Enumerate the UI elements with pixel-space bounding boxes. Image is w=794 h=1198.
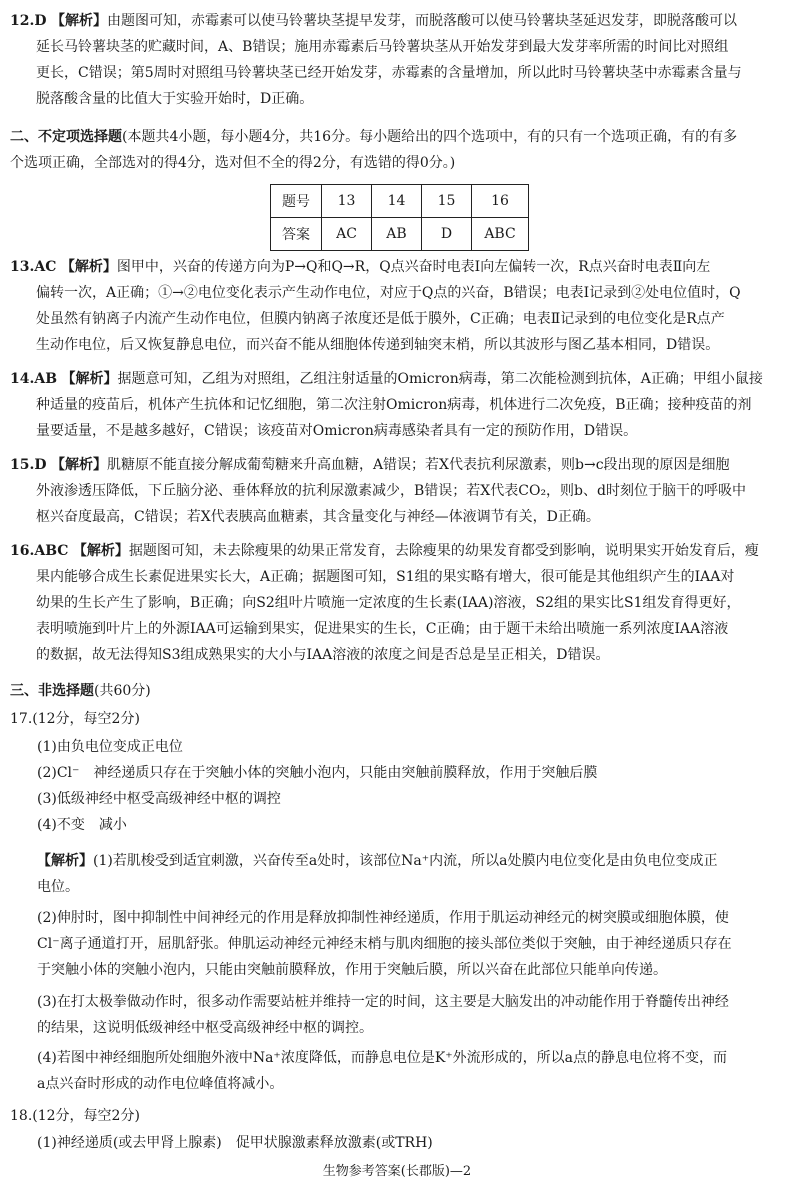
q17-answer-1: (1)由负电位变成正电位 (37, 739, 183, 755)
q14-line-2: 种适量的疫苗后，机体产生抗体和记忆细胞，第二次注射Omicron病毒，机体进行二次免疫，B正确；接种疫苗的剂 (36, 397, 752, 413)
q16-line-4: 表明喷施到叶片上的外源IAA可运输到果实，促进果实的生长，C正确；由于题干未给出喷施一系列浓度IAA溶液 (36, 621, 729, 637)
q12-text: 由题图可知，赤霉素可以使马铃薯块茎提早发芽，而脱落酸可以使马铃薯块茎延迟发芽，即脱落酸可以 (106, 13, 737, 29)
q17-analysis-2-line-1: (2)伸肘时，图中抑制性中间神经元的作用是释放抑制性神经递质，作用于肌运动神经元的树突膜或细胞体膜，使 (37, 910, 729, 926)
q17-analysis-tag: 【解析】 (37, 853, 93, 869)
section2-line-2: 个选项正确，全部选对的得4分，选对但不全的得2分，有选错的得0分。) (10, 155, 456, 171)
q12-line-1 (10, 8, 782, 34)
q15-block (10, 452, 782, 530)
q13-line-2: 偏转一次，A正确；①→②电位变化表示产生动作电位，对应于Q点的兴奋，B错误；电表Ⅰ记录到②处电位值时，Q (36, 285, 741, 301)
q17-analysis-1-text: (1)若肌梭受到适宜刺激，兴奋传至a处时，该部位Na⁺内流，所以a处膜内电位变化是由负电位变成正 (93, 853, 718, 869)
q13-block (10, 254, 782, 358)
q13-text: 图甲中，兴奋的传递方向为P→Q和Q→R，Q点兴奋时电表Ⅰ向左偏转一次，R点兴奋时电表Ⅱ向左 (116, 259, 711, 275)
q13-number: 13.AC (10, 259, 57, 275)
table-row-numbers (271, 185, 529, 218)
section3-heading (10, 678, 782, 704)
table-cell: 15 (422, 185, 472, 218)
q15-line-1 (10, 452, 782, 478)
table-cell: AB (372, 218, 422, 251)
q17-answers (37, 734, 782, 838)
q18-answers (37, 1130, 782, 1156)
table-cell: 16 (472, 185, 529, 218)
page-footer: 生物参考答案(长郡版)—2 (322, 1164, 472, 1179)
section3-title: 三、非选择题 (10, 683, 94, 699)
q17-head: 17.(12分，每空2分) (10, 711, 140, 727)
table-cell: 14 (372, 185, 422, 218)
q13-line-4: 生动作电位，后又恢复静息电位，而兴奋不能从细胞体传递到轴突末梢，所以其波形与图乙基本相同，D错误。 (36, 337, 720, 353)
q17-analysis-3-line-1: (3)在打太极拳做动作时，很多动作需要站桩并维持一定的时间，这主要是大脑发出的冲动能作用于脊髓传出神经 (37, 994, 729, 1010)
q13-analysis-tag: 【解析】 (60, 259, 117, 275)
q16-line-3: 幼果的生长产生了影响，B正确；向S2组叶片喷施一定浓度的生长素(IAA)溶液，S2组的果实比S1组发育得更好， (36, 595, 741, 611)
q15-line-3: 枢兴奋度最高，C错误；若X代表胰高血糖素，其含量变化与神经—体液调节有关，D正确。 (36, 509, 600, 525)
q16-analysis-tag: 【解析】 (72, 543, 129, 559)
q15-line-2: 外液渗透压降低，下丘脑分泌、垂体释放的抗利尿激素减少，B错误；若X代表CO₂，则b、d时刻位于脑干的呼吸中 (36, 483, 746, 499)
q15-number: 15.D (10, 457, 47, 473)
q17-analysis-4-line-1: (4)若图中神经细胞所处细胞外液中Na⁺浓度降低，而静息电位是K⁺外流形成的，所以a点的静息电位将不变，而 (37, 1050, 728, 1066)
table-header-number: 题号 (271, 185, 322, 218)
q17-analysis-1-line-1 (37, 848, 782, 874)
q17-analysis-3 (37, 989, 782, 1041)
section2-block (10, 124, 782, 176)
section2-line-1 (10, 124, 782, 150)
q12-block (10, 8, 782, 112)
q16-block (10, 538, 782, 668)
q17-answer-2: (2)Cl⁻ 神经递质只存在于突触小体的突触小泡内，只能由突触前膜释放，作用于突触后膜 (37, 765, 598, 781)
table-cell: 13 (322, 185, 372, 218)
q17-analysis (37, 848, 782, 900)
q15-analysis-tag: 【解析】 (50, 457, 107, 473)
answer-table (270, 184, 529, 251)
q14-text: 据题意可知，乙组为对照组，乙组注射适量的Omicron病毒，第二次能检测到抗体，A正确；甲组小鼠接 (117, 371, 763, 387)
q17-head-block (10, 706, 782, 732)
q16-line-2: 果内能够合成生长素促进果实长大，A正确；据题图可知，S1组的果实略有增大，很可能是其他组织产生的IAA对 (36, 569, 735, 585)
q16-number: 16.ABC (10, 543, 69, 559)
q13-line-3: 处虽然有钠离子内流产生动作电位，但膜内钠离子浓度还是低于膜外，C正确；电表Ⅱ记录到的电位变化是R点产 (36, 311, 725, 327)
q17-analysis-1-line-2: 电位。 (37, 879, 79, 895)
q12-number: 12.D (10, 13, 47, 29)
q17-analysis-3-line-2: 的结果，这说明低级神经中枢受高级神经中枢的调控。 (37, 1020, 373, 1036)
q17-analysis-2-line-2: Cl⁻离子通道打开，屈肌舒张。伸肌运动神经元神经末梢与肌肉细胞的接头部位类似于突触，由于神经递质只存在 (37, 936, 732, 952)
table-cell: D (422, 218, 472, 251)
q12-analysis-tag: 【解析】 (50, 13, 107, 29)
q12-line-4: 脱落酸含量的比值大于实验开始时，D正确。 (36, 91, 314, 107)
q14-block (10, 366, 782, 444)
section3-desc: (共60分) (94, 683, 151, 699)
q18-head-block (10, 1103, 782, 1129)
q12-line-2: 延长马铃薯块茎的贮藏时间，A、B错误；施用赤霉素后马铃薯块茎从开始发芽到最大发芽率所需的时间比对照组 (36, 39, 729, 55)
q14-analysis-tag: 【解析】 (61, 371, 118, 387)
q18-head: 18.(12分，每空2分) (10, 1108, 140, 1124)
section2-desc: (本题共4小题，每小题4分，共16分。每小题给出的四个选项中，有的只有一个选项正确，有的有多 (122, 129, 738, 145)
table-header-answer: 答案 (271, 218, 322, 251)
table-row-answers (271, 218, 529, 251)
q17-analysis-2 (37, 905, 782, 983)
q18-answer-1: (1)神经递质(或去甲肾上腺素) 促甲状腺激素释放激素(或TRH) (37, 1135, 433, 1151)
q14-number: 14.AB (10, 371, 58, 387)
q16-line-1 (10, 538, 782, 564)
q17-analysis-2-line-3: 于突触小体的突触小泡内，只能由突触前膜释放，作用于突触后膜，所以兴奋在此部位只能单向传递。 (37, 962, 667, 978)
q12-line-3: 更长，C错误；第5周时对照组马铃薯块茎已经开始发芽，赤霉素的含量增加，所以此时马铃薯块茎中赤霉素含量与 (36, 65, 742, 81)
q17-analysis-4-line-2: a点兴奋时形成的动作电位峰值将减小。 (37, 1076, 284, 1092)
table-cell: ABC (472, 218, 529, 251)
section3-block (10, 678, 782, 704)
section2-title: 二、不定项选择题 (10, 129, 122, 145)
q16-line-5: 的数据，故无法得知S3组成熟果实的大小与IAA溶液的浓度之间是否总是呈正相关，D错误。 (36, 647, 610, 663)
q17-answer-3: (3)低级神经中枢受高级神经中枢的调控 (37, 791, 281, 807)
q14-line-1 (10, 366, 782, 392)
q15-text: 肌糖原不能直接分解成葡萄糖来升高血糖，A错误；若X代表抗利尿激素，则b→c段出现的原因是细胞 (106, 457, 730, 473)
q17-analysis-4 (37, 1045, 782, 1097)
q13-line-1 (10, 254, 782, 280)
q17-answer-4: (4)不变 减小 (37, 817, 127, 833)
q14-line-3: 量要适量，不是越多越好，C错误；该疫苗对Omicron病毒感染者具有一定的预防作用，D错误。 (36, 423, 638, 439)
q16-text: 据题图可知，未去除瘦果的幼果正常发育，去除瘦果的幼果发育都受到影响，说明果实开始发育后，瘦 (128, 543, 759, 559)
table-cell: AC (322, 218, 372, 251)
